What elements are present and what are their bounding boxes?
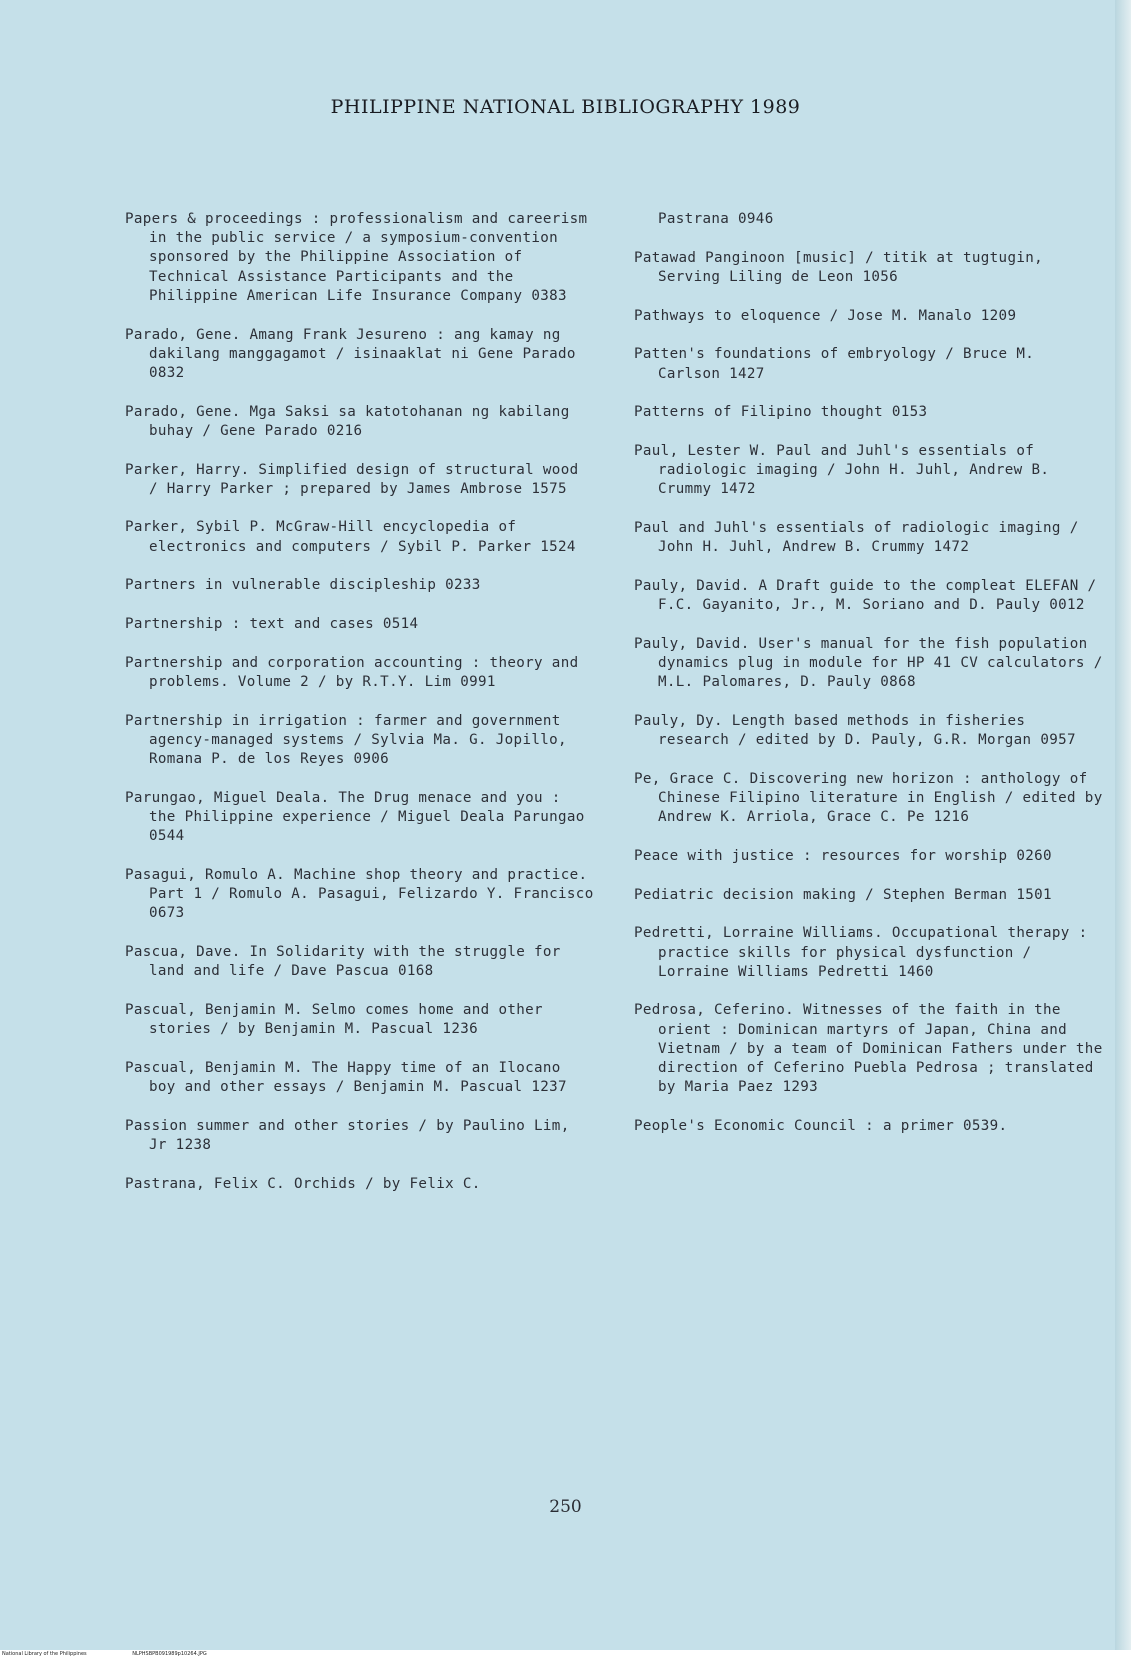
source-filename: NLPHSBPB091989p10264.JPG bbox=[132, 1651, 207, 1657]
bibliography-entry: Pascual, Benjamin M. Selmo comes home and other stories / by Benjamin M. Pascual 1236 bbox=[125, 1001, 543, 1038]
bibliography-entry: Pathways to eloquence / Jose M. Manalo 1209 bbox=[634, 307, 1017, 324]
page-edge-shadow bbox=[1115, 0, 1131, 1650]
bibliography-entry: Pauly, Dy. Length based methods in fisheries research / edited by D. Pauly, G.R. Morgan 0957 bbox=[634, 712, 1076, 749]
bibliography-entry: Patawad Panginoon [music] / titik at tugtugin, Serving Liling de Leon 1056 bbox=[634, 249, 1044, 285]
bibliography-entry: Pe, Grace C. Discovering new horizon : anthology of Chinese Filipino literature in English / edited by Andrew K. Arriola, Grace C. Pe 1216 bbox=[634, 770, 1103, 826]
page-number: 250 bbox=[549, 1497, 582, 1517]
scan-footer bbox=[0, 1650, 1131, 1658]
bibliography-entry: Papers & proceedings : professionalism and careerism in the public service / a symposium-convention sponsored by the Philippine Association of Technical Assistance Participants and the Philippine American Life Insurance Company 0383 bbox=[125, 211, 588, 304]
bibliography-entry: Pasagui, Romulo A. Machine shop theory and practice. Part 1 / Romulo A. Pasagui, Felizardo Y. Francisco 0673 bbox=[125, 866, 594, 922]
bibliography-entry: Peace with justice : resources for worship 0260 bbox=[634, 847, 1052, 864]
bibliography-entry: Partnership and corporation accounting : theory and problems. Volume 2 / by R.T.Y. Lim 0991 bbox=[125, 654, 579, 690]
bibliography-entry: Pastrana, Felix C. Orchids / by Felix C. bbox=[125, 1175, 481, 1192]
bibliography-entry: Pedrosa, Ceferino. Witnesses of the faith in the orient : Dominican martyrs of Japan, China and Vietnam / by a team of Dominican Fathers under the direction of Ceferino Puebla Pedrosa ; translated by Maria Paez 1293 bbox=[634, 1002, 1103, 1096]
bibliography-entry: Pediatric decision making / Stephen Berman 1501 bbox=[634, 886, 1052, 903]
bibliography-entry: Parker, Sybil P. McGraw-Hill encyclopedia of electronics and computers / Sybil P. Parker 1524 bbox=[125, 519, 576, 555]
bibliography-entry: Partnership in irrigation : farmer and government agency-managed systems / Sylvia Ma. G. Jopillo, Romana P. de los Reyes 0906 bbox=[125, 712, 567, 768]
bibliography-entry: Passion summer and other stories / by Paulino Lim, Jr 1238 bbox=[125, 1117, 570, 1153]
right-column bbox=[634, 210, 1104, 1156]
library-credit: National Library of the Philippines bbox=[2, 1651, 87, 1657]
bibliography-entry: Pauly, David. A Draft guide to the compleat ELEFAN / F.C. Gayanito, Jr., M. Soriano and D. Pauly 0012 bbox=[634, 577, 1097, 614]
bibliography-entry: Pascua, Dave. In Solidarity with the struggle for land and life / Dave Pascua 0168 bbox=[125, 943, 561, 980]
left-column bbox=[125, 210, 595, 1213]
bibliography-entry: Pedretti, Lorraine Williams. Occupational therapy : practice skills for physical dysfunction / Lorraine Williams Pedretti 1460 bbox=[634, 925, 1088, 980]
bibliography-entry: Paul, Lester W. Paul and Juhl's essentials of radiologic imaging / John H. Juhl, Andrew B. Crummy 1472 bbox=[634, 442, 1050, 498]
page-title: PHILIPPINE NATIONAL BIBLIOGRAPHY 1989 bbox=[330, 96, 801, 118]
bibliography-entry: People's Economic Council : a primer 0539. bbox=[634, 1118, 1008, 1134]
bibliography-entry: Parado, Gene. Mga Saksi sa katotohanan ng kabilang buhay / Gene Parado 0216 bbox=[125, 403, 570, 439]
bibliography-entry: Parker, Harry. Simplified design of structural wood / Harry Parker ; prepared by James Ambrose 1575 bbox=[125, 461, 579, 497]
continued-entry: Pastrana 0946 bbox=[658, 211, 774, 227]
bibliography-entry: Parungao, Miguel Deala. The Drug menace and you : the Philippine experience / Miguel Deala Parungao 0544 bbox=[125, 789, 585, 845]
bibliography-entry: Partnership : text and cases 0514 bbox=[125, 616, 419, 633]
bibliography-entry: Patten's foundations of embryology / Bruce M. Carlson 1427 bbox=[634, 346, 1035, 382]
bibliography-entry: Partners in vulnerable discipleship 0233 bbox=[125, 577, 481, 594]
bibliography-entry: Pauly, David. User's manual for the fish population dynamics plug in module for HP 41 CV calculators / M.L. Palomares, D. Pauly 0868 bbox=[634, 635, 1103, 691]
bibliography-entry: Pascual, Benjamin M. The Happy time of an Ilocano boy and other essays / Benjamin M. Pascual 1237 bbox=[125, 1059, 567, 1095]
bibliography-entry: Parado, Gene. Amang Frank Jesureno : ang kamay ng dakilang manggagamot / isinaaklat ni Gene Parado 0832 bbox=[125, 326, 576, 381]
bibliography-entry: Patterns of Filipino thought 0153 bbox=[634, 404, 928, 421]
bibliography-entry: Paul and Juhl's essentials of radiologic imaging / John H. Juhl, Andrew B. Crummy 1472 bbox=[634, 520, 1079, 556]
